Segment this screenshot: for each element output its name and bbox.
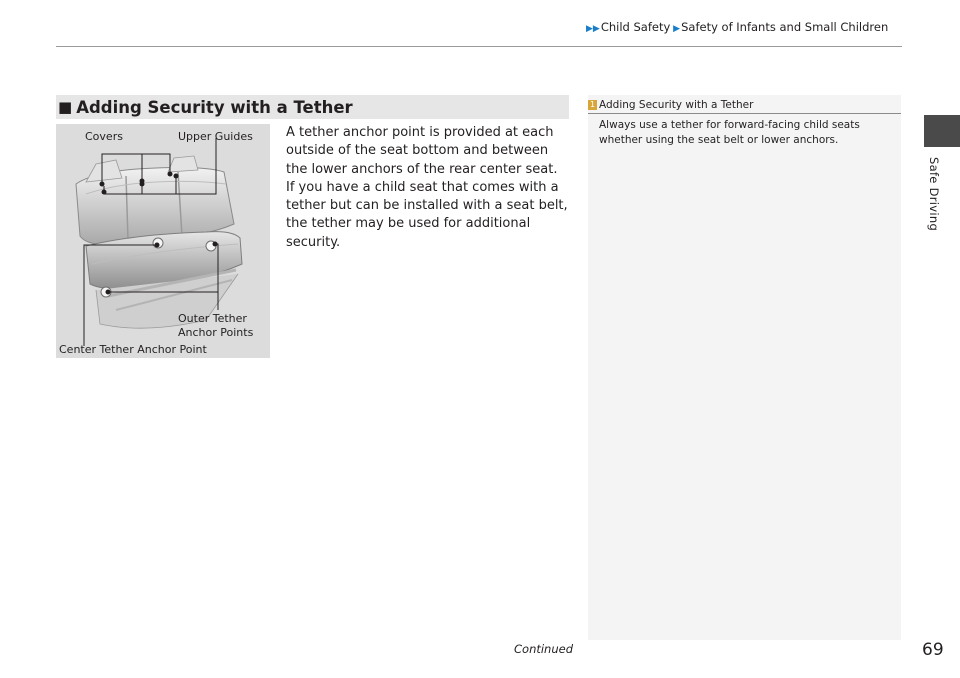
label-outer-tether-1: Outer Tether (178, 312, 247, 325)
note-panel (588, 95, 901, 640)
breadcrumb (586, 20, 906, 34)
page-number: 69 (922, 640, 944, 660)
section-title: Adding Security with a Tether (76, 97, 353, 117)
chapter-tab[interactable] (924, 115, 960, 147)
arrow-right-icon: ▶▶ (586, 24, 600, 34)
breadcrumb-child-safety[interactable]: Child Safety (600, 20, 671, 34)
body-paragraph: A tether anchor point is provided at each outside of the seat bottom and between the lower anchors of the rear center seat. If you have a child seat that comes with a tether but can be installed with a seat belt, the tether may be used for additional security. (286, 125, 568, 250)
breadcrumb-safety-infants[interactable]: Safety of Infants and Small Children (681, 20, 889, 34)
rear-seat-illustration (56, 124, 270, 358)
note-heading (588, 96, 901, 114)
note-title[interactable]: Adding Security with a Tether (599, 98, 754, 111)
note-text: Always use a tether for forward-facing child seats whether using the seat belt or lower anchors. (599, 119, 860, 146)
header-divider (56, 46, 902, 47)
note-number-icon: 1 (589, 99, 596, 109)
chapter-label: Safe Driving (927, 157, 941, 232)
label-outer-tether-2: Anchor Points (178, 326, 254, 339)
arrow-right-icon: ▶ (670, 24, 681, 34)
label-covers: Covers (85, 130, 123, 143)
square-bullet-icon: ■ (58, 98, 73, 116)
label-upper-guides: Upper Guides (178, 130, 253, 143)
continued-label: Continued (514, 642, 574, 656)
label-center-tether: Center Tether Anchor Point (59, 343, 207, 356)
section-heading (56, 95, 569, 119)
